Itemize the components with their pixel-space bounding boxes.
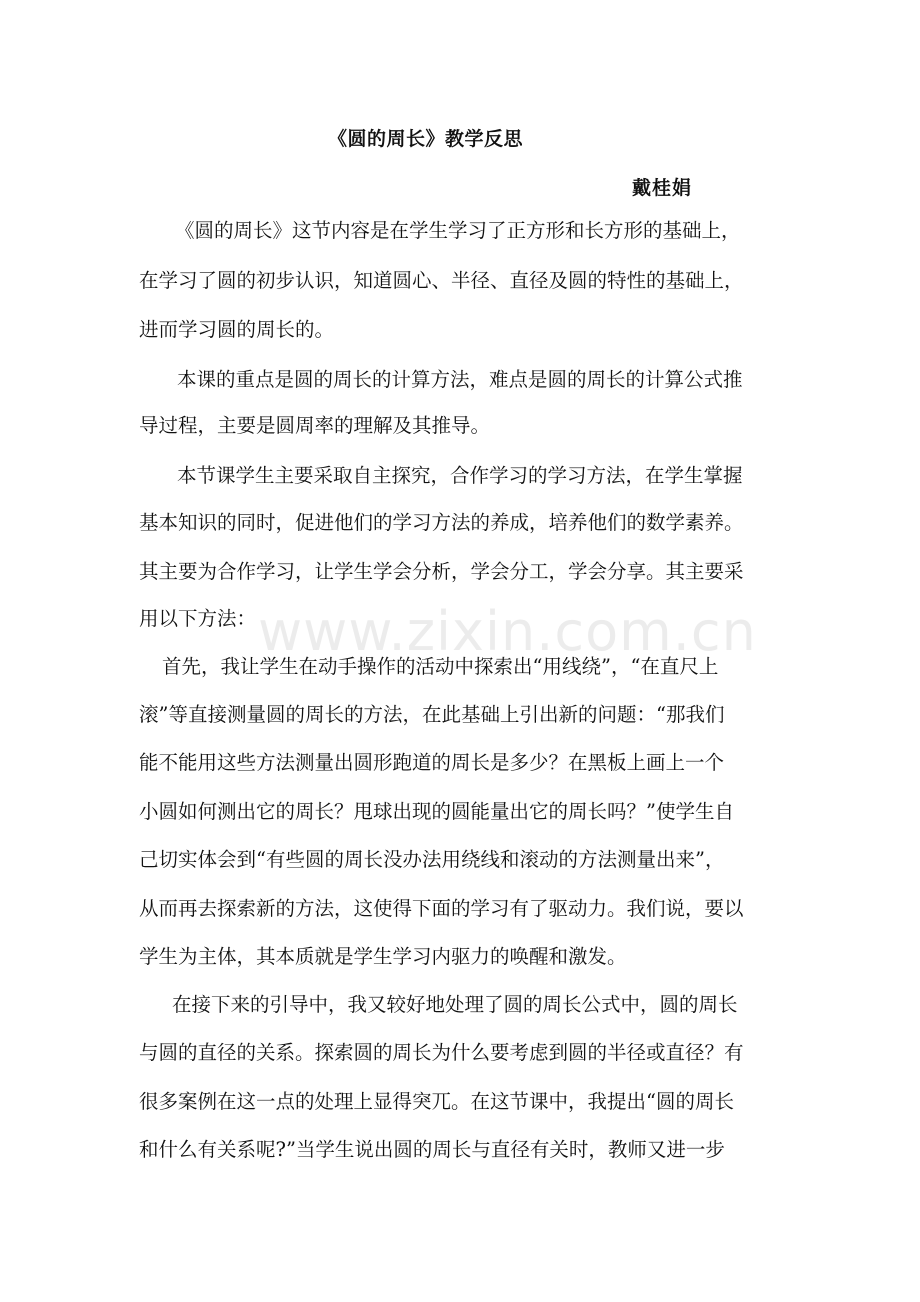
body-line: 滚”等直接测量圆的周长的方法，在此基础上引出新的问题：“那我们 — [139, 703, 725, 726]
body-line: 在接下来的引导中，我又较好地处理了圆的周长公式中，圆的周长 — [172, 993, 738, 1016]
body-line: 《圆的周长》这节内容是在学生学习了正方形和长方形的基础上， — [175, 219, 741, 242]
body-line: 小圆如何测出它的周长？甩球出现的圆能量出它的周长吗？”使学生自 — [139, 800, 734, 823]
body-line: 本课的重点是圆的周长的计算方法，难点是圆的周长的计算公式推 — [177, 368, 743, 391]
body-line: 很多案例在这一点的处理上显得突兀。在这节课中，我提出“圆的周长 — [139, 1090, 734, 1113]
body-line: 从而再去探索新的方法，这使得下面的学习有了驱动力。我们说，要以 — [139, 897, 744, 920]
body-line: 进而学习圆的周长的。 — [139, 318, 335, 341]
watermark: www.zixin.com.cn — [258, 600, 757, 663]
body-line: 用以下方法： — [139, 607, 257, 630]
body-line: 基本知识的同时，促进他们的学习方法的养成，培养他们的数学素养。 — [139, 511, 744, 534]
body-line: 能不能用这些方法测量出圆形跑道的周长是多少？在黑板上画上一个 — [139, 751, 725, 774]
body-line: 学生为主体，其本质就是学生学习内驱力的唤醒和激发。 — [139, 945, 627, 968]
body-line: 己切实体会到“有些圆的周长没办法用绕线和滚动的方法测量出来”， — [139, 848, 725, 871]
document-title: 《圆的周长》教学反思 — [328, 128, 524, 150]
body-line: 在学习了圆的初步认识，知道圆心、半径、直径及圆的特性的基础上， — [139, 269, 744, 292]
body-line: 首先，我让学生在动手操作的活动中探索出“用线绕”，“在直尺上 — [162, 655, 719, 678]
body-line: 本节课学生主要采取自主探究，合作学习的学习方法，在学生掌握 — [177, 464, 743, 487]
body-line: 其主要为合作学习，让学生学会分析，学会分工，学会分享。其主要采 — [139, 560, 744, 583]
author-name: 戴桂娟 — [632, 177, 693, 199]
body-line: 和什么有关系呢?”当学生说出圆的周长与直径有关时，教师又进一步 — [139, 1138, 725, 1161]
body-line: 导过程，主要是圆周率的理解及其推导。 — [139, 414, 491, 437]
body-line: 与圆的直径的关系。探索圆的周长为什么要考虑到圆的半径或直径？有 — [139, 1041, 744, 1064]
